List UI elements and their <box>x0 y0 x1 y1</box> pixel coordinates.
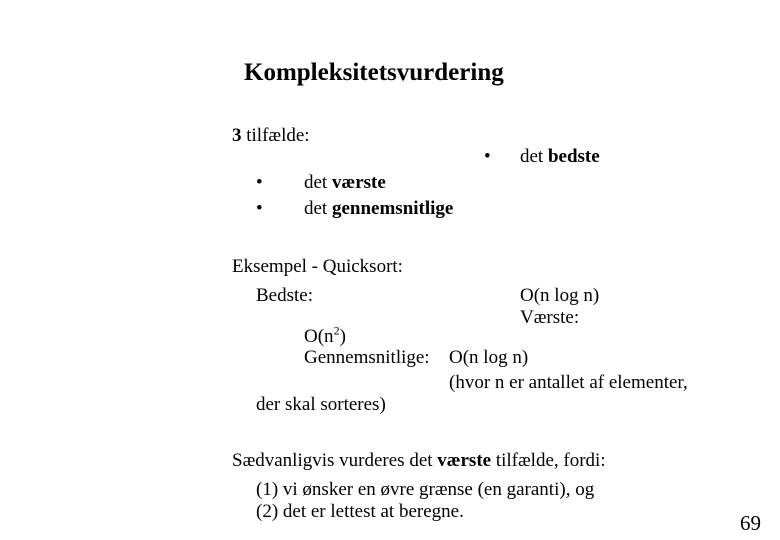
bullet-worst: • <box>256 172 263 193</box>
example-heading: Eksempel - Quicksort: <box>232 256 403 277</box>
worst-value: $O(n^2)$ <box>304 323 346 347</box>
average-value: O(n log n) <box>449 347 529 368</box>
note-line-1: (hvor n er antallet af elementer, <box>449 372 688 393</box>
average-label: Gennemsnitlige: <box>304 347 430 368</box>
worst-label: Værste: <box>520 307 580 328</box>
reason-2: (2) det er lettest at beregne. <box>256 501 464 522</box>
bullet-average: • <box>256 198 263 219</box>
best-value: O(n log n) <box>520 285 600 306</box>
best-label: Bedste: <box>256 285 313 306</box>
case-worst: det værste <box>304 172 386 193</box>
conclusion-line: Sædvanligvis vurderes det værste tilfælde, fordi: <box>232 450 606 471</box>
case-best: det bedste <box>520 146 600 167</box>
cases-count: 3 <box>232 125 242 146</box>
bullet-best: • <box>484 146 491 167</box>
case-average: det gennemsnitlige <box>304 198 454 219</box>
cases-heading: 3 tilfælde: <box>232 125 310 146</box>
page-number: 69 <box>740 511 761 535</box>
reason-1: (1) vi ønsker en øvre grænse (en garanti), og <box>256 479 595 500</box>
slide-title: Kompleksitetsvurdering <box>244 59 504 86</box>
note-line-2: der skal sorteres) <box>256 394 386 415</box>
